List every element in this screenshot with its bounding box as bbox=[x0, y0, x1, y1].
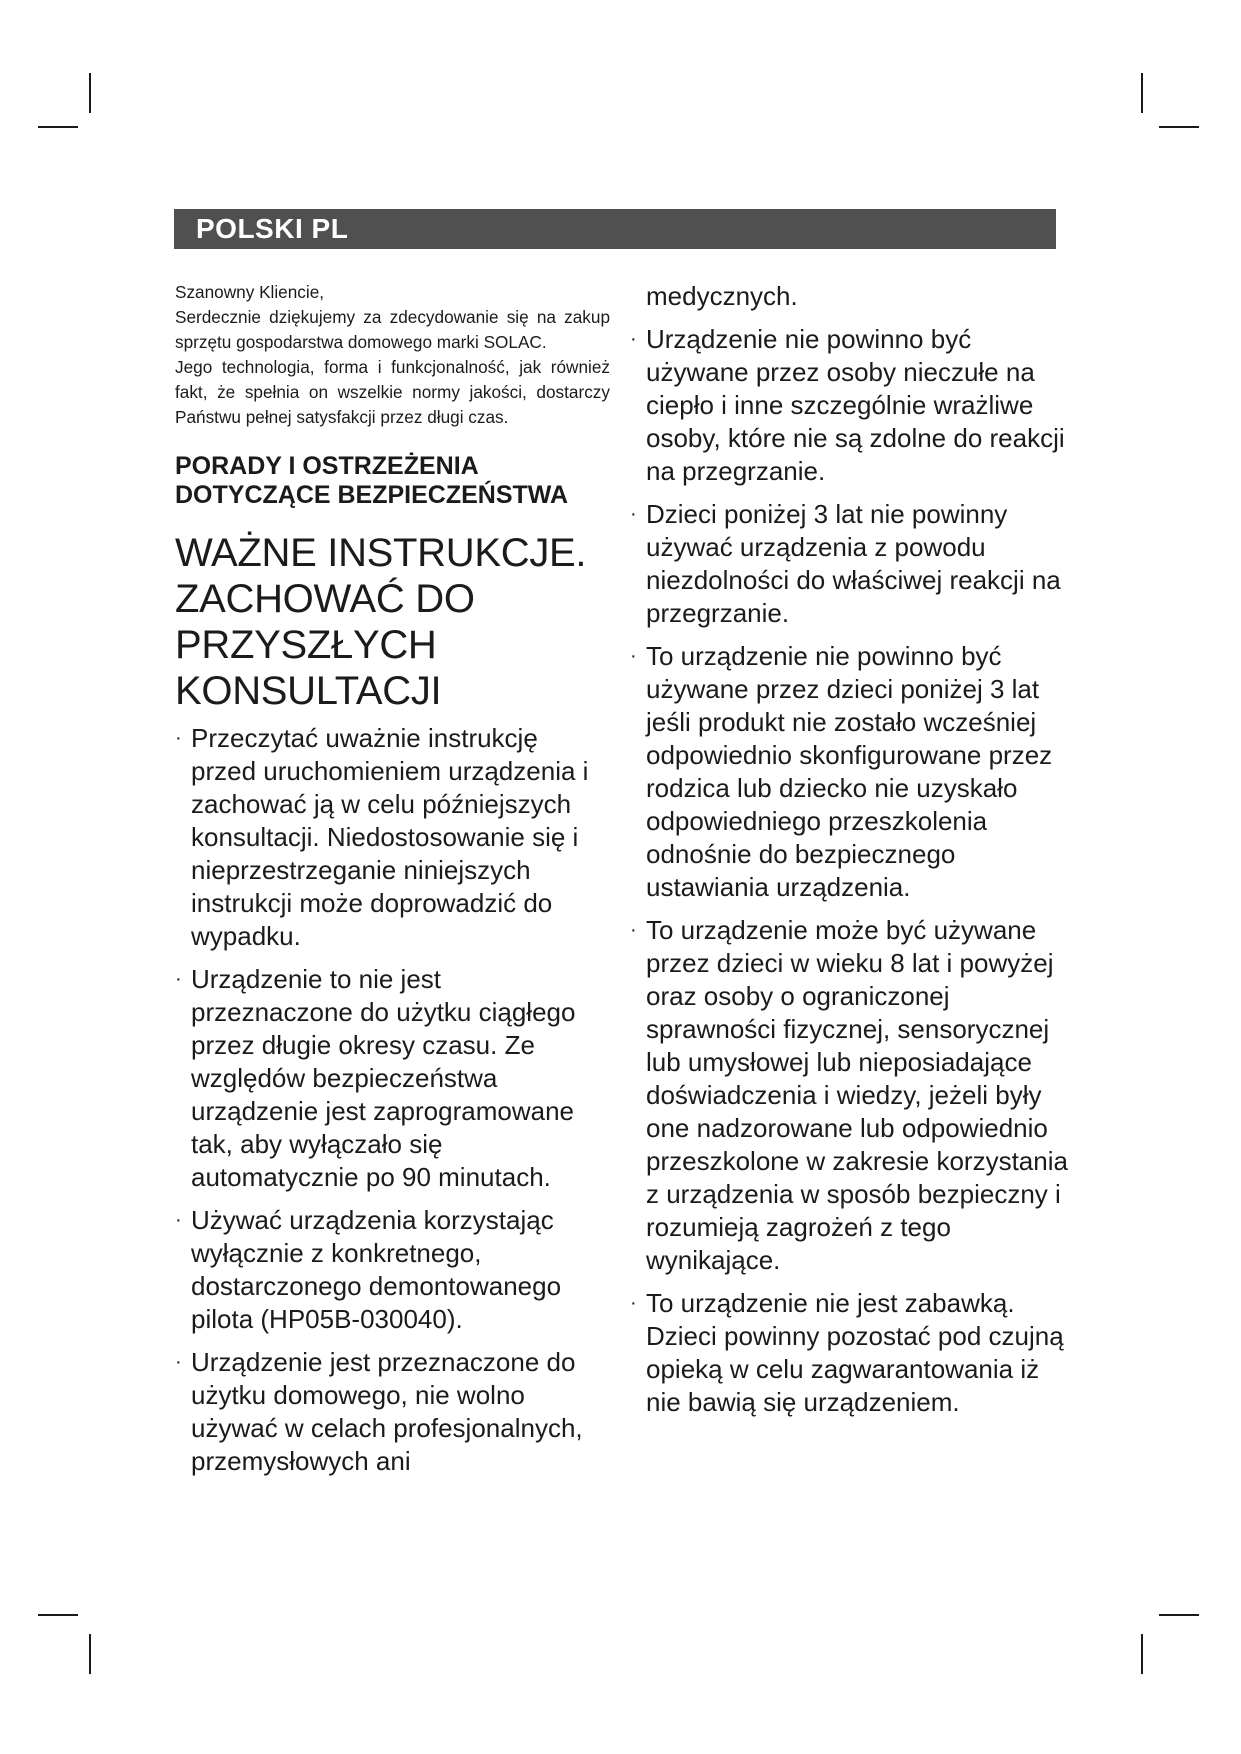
language-label: POLSKI PL bbox=[196, 213, 349, 244]
bullet-dot: · bbox=[630, 919, 637, 941]
bullet-dot: · bbox=[175, 727, 182, 749]
crop-mark bbox=[89, 73, 91, 113]
intro-block bbox=[175, 280, 610, 430]
important-instructions-heading: WAŻNE INSTRUKCJE. ZACHOWAĆ DO PRZYSZŁYCH KONSULTACJI bbox=[175, 531, 587, 713]
list-item bbox=[175, 963, 610, 1194]
list-item bbox=[175, 1346, 610, 1478]
list-item bbox=[175, 722, 610, 953]
continued-text: medycznych. bbox=[646, 281, 798, 311]
safety-heading: PORADY I OSTRZEŻENIA DOTYCZĄCE BEZPIECZEŃSTWA bbox=[175, 452, 569, 509]
list-item-text: Urządzenie nie powinno być używane przez osoby nieczułe na ciepło i inne szczególnie wrażliwe osoby, które nie są zdolne do reakcji na przegrzanie. bbox=[646, 324, 1065, 486]
greeting: Szanowny Kliencie, bbox=[175, 282, 325, 302]
list-item bbox=[630, 498, 1070, 630]
crop-mark bbox=[89, 1634, 91, 1674]
bullet-dot: · bbox=[175, 1209, 182, 1231]
bullet-dot: · bbox=[175, 1351, 182, 1373]
list-item-text: Używać urządzenia korzystając wyłącznie z konkretnego, dostarczonego demontowanego pilota (HP05B-030040). bbox=[191, 1205, 562, 1334]
crop-mark bbox=[1141, 73, 1143, 113]
bullet-dot: · bbox=[630, 328, 637, 350]
technology-paragraph: Jego technologia, forma i funkcjonalność, jak również fakt, że spełnia on wszelkie normy jakości, dostarczy Państwu pełnej satysfakcji przez długi czas. bbox=[175, 357, 610, 427]
crop-mark bbox=[1159, 1614, 1199, 1616]
list-item-text: To urządzenie nie powinno być używane przez dzieci poniżej 3 lat jeśli produkt nie zostało wcześniej odpowiednio skonfigurowane przez rodzica lub dziecko nie uzyskało odpowiedniego przeszkolenia odnośnie do bezpiecznego ustawiania urządzenia. bbox=[646, 641, 1053, 902]
crop-mark bbox=[1159, 126, 1199, 128]
bullet-dot: · bbox=[630, 645, 637, 667]
list-item-text: Urządzenie to nie jest przeznaczone do użytku ciągłego przez długie okresy czasu. Ze względów bezpieczeństwa urządzenie jest zaprogramowane tak, aby wyłączało się automatycznie po 90 minutach. bbox=[191, 964, 576, 1192]
list-item-text: Przeczytać uważnie instrukcję przed uruchomieniem urządzenia i zachować ją w celu późniejszych konsultacji. Niedostosowanie się i nieprzestrzeganie niniejszych instrukcji może doprowadzić do wypadku. bbox=[191, 723, 589, 951]
crop-mark bbox=[38, 126, 78, 128]
bullet-dot: · bbox=[175, 968, 182, 990]
bullet-dot: · bbox=[630, 1292, 637, 1314]
list-item bbox=[175, 1204, 610, 1336]
list-item-text: To urządzenie nie jest zabawką. Dzieci powinny pozostać pod czujną opieką w celu zagwarantowania iż nie bawią się urządzeniem. bbox=[646, 1288, 1064, 1417]
thanks-paragraph: Serdecznie dziękujemy za zdecydowanie się na zakup sprzętu gospodarstwa domowego marki SOLAC. bbox=[175, 307, 610, 352]
list-item bbox=[630, 640, 1070, 904]
left-column bbox=[175, 280, 610, 1488]
bullet-dot: · bbox=[630, 503, 637, 525]
right-bullet-list bbox=[630, 323, 1070, 1419]
list-item bbox=[630, 1287, 1070, 1419]
right-column bbox=[630, 280, 1070, 1429]
crop-mark bbox=[38, 1614, 78, 1616]
list-item bbox=[630, 323, 1070, 488]
list-item-text: Dzieci poniżej 3 lat nie powinny używać urządzenia z powodu niezdolności do właściwej reakcji na przegrzanie. bbox=[646, 499, 1061, 628]
list-item-text: To urządzenie może być używane przez dzieci w wieku 8 lat i powyżej oraz osoby o ograniczonej sprawności fizycznej, sensorycznej lub umysłowej lub nieposiadające doświadczenia i wiedzy, jeżeli były one nadzorowane lub odpowiednio przeszkolone w zakresie korzystania z urządzenia w sposób bezpieczny i rozumieją zagrożeń z tego wynikające. bbox=[646, 915, 1068, 1275]
list-item bbox=[630, 914, 1070, 1277]
list-item-text: Urządzenie jest przeznaczone do użytku domowego, nie wolno używać w celach profesjonalnych, przemysłowych ani bbox=[191, 1347, 583, 1476]
left-bullet-list bbox=[175, 722, 610, 1478]
language-header-bar bbox=[174, 209, 1056, 249]
crop-mark bbox=[1141, 1634, 1143, 1674]
